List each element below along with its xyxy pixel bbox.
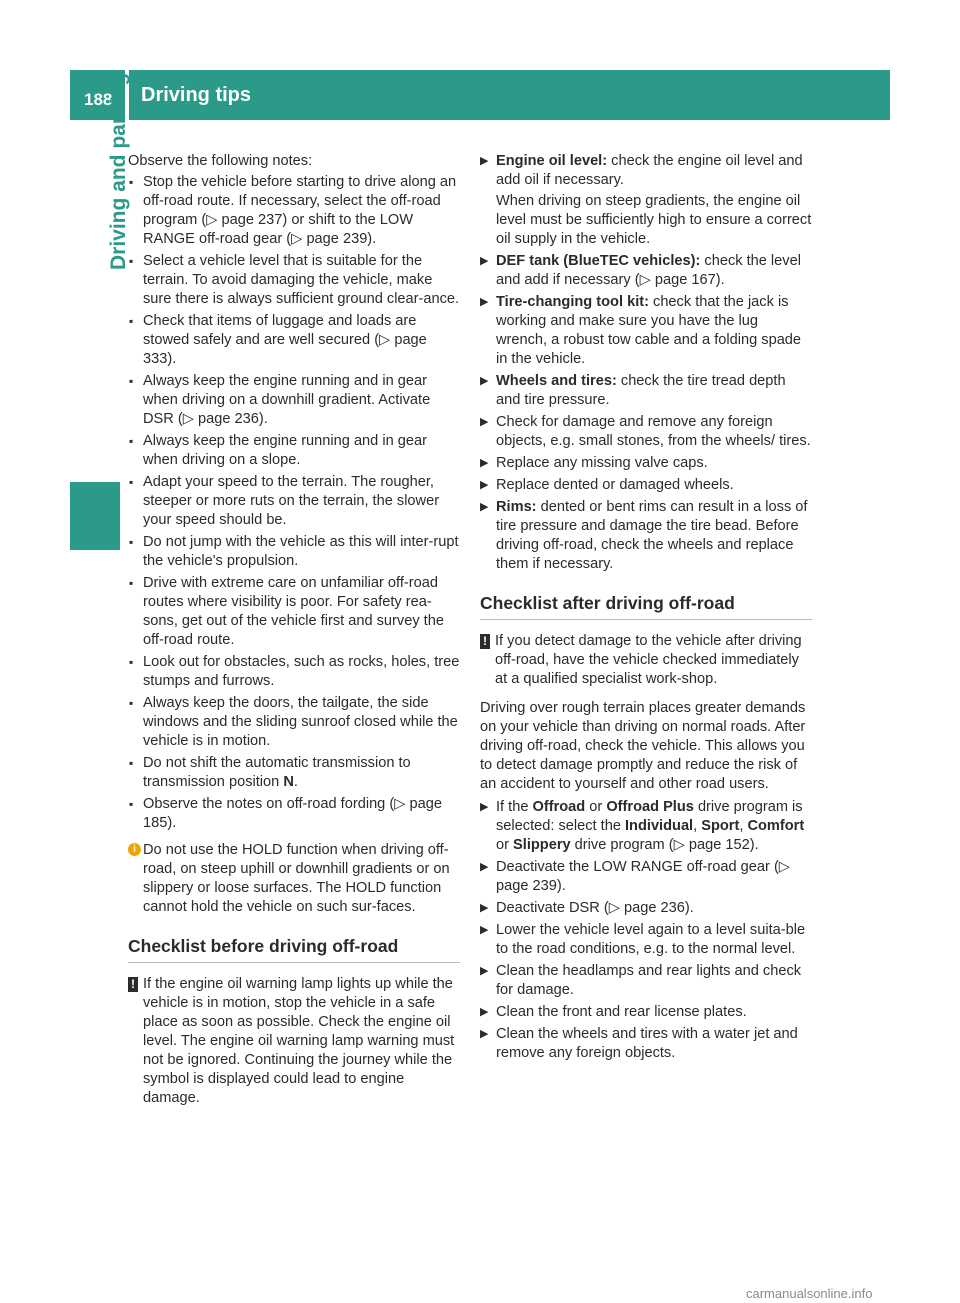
list-item: ▪ Stop the vehicle before starting to drive along an off-road route. If necessary, select the off-road program (▷ page 237) or shift to the LOW RANGE off-road gear (▷ page 239).: [128, 173, 460, 249]
program-offroad-plus: Offroad Plus: [606, 799, 694, 815]
step-item: [480, 899, 812, 918]
step-label: Wheels and tires:: [496, 373, 617, 389]
info-note: [128, 841, 460, 917]
notes-list: [128, 173, 460, 833]
triangle-arrow-icon: ▶: [480, 255, 489, 267]
program-offroad: Offroad: [532, 799, 586, 815]
list-item-text: Do not shift the automatic transmission to transmission position: [143, 755, 411, 790]
step-text: drive program is selected: select the: [496, 799, 803, 834]
list-item: ▪ Always keep the doors, the tailgate, the side windows and the sliding sunroof closed while the vehicle is in motion.: [128, 694, 460, 751]
step-item: [480, 1003, 812, 1022]
triangle-arrow-icon: ▶: [480, 296, 489, 308]
step-label: Tire-changing tool kit:: [496, 294, 649, 310]
step-item: [480, 372, 812, 410]
section-heading-before: Checklist before driving off-road: [128, 935, 460, 963]
list-item: ▪ Observe the notes on off-road fording (▷ page 185).: [128, 795, 460, 833]
triangle-arrow-icon: ▶: [480, 155, 489, 167]
triangle-arrow-icon: ▶: [480, 501, 489, 513]
step-item: [480, 293, 812, 369]
program-comfort: Comfort: [747, 818, 805, 834]
step-item: [480, 252, 812, 290]
step-text: If the: [496, 799, 533, 815]
triangle-arrow-icon: ▶: [480, 457, 489, 469]
warning-note-text: If the engine oil warning lamp lights up while the vehicle is in motion, stop the vehicle in a safe place as soon as possible. Check the engine oil level. The engine oil warning lamp warning must not be ignored. Continuing the journey while the symbol is displayed could lead to engine damage.: [143, 976, 455, 1106]
list-item-text: .: [293, 774, 298, 790]
step-item: [480, 962, 812, 1000]
step-text: Clean the wheels and tires with a water jet and remove any foreign objects.: [496, 1026, 798, 1061]
step-text: check the level and add if necessary (▷ page 167).: [496, 253, 801, 288]
program-slippery: Slippery: [513, 837, 571, 853]
step-text: drive program (▷ page 152).: [570, 837, 759, 853]
program-individual: Individual: [625, 818, 694, 834]
side-tab-label: Driving and parking: [107, 72, 130, 270]
list-item: ▪ Check that items of luggage and loads are stowed safely and are well secured (▷ page 333).: [128, 312, 460, 369]
step-text: Lower the vehicle level again to a level suita-ble to the road conditions, e.g. to the normal level.: [496, 922, 806, 957]
triangle-arrow-icon: ▶: [480, 1006, 489, 1018]
side-tab-marker: [70, 482, 120, 550]
step-item: [480, 413, 812, 451]
step-item: [480, 152, 812, 249]
triangle-arrow-icon: ▶: [480, 1028, 489, 1040]
info-note-text: Do not use the HOLD function when driving off-road, on steep uphill or downhill gradients or on slippery or loose surfaces. The HOLD function cannot hold the vehicle on such sur-faces.: [143, 842, 450, 915]
step-label: Engine oil level:: [496, 153, 608, 169]
step-text: Replace dented or damaged wheels.: [496, 477, 734, 493]
right-column: [480, 152, 812, 1066]
step-item: [480, 454, 812, 473]
step-text: ,: [693, 818, 702, 834]
step-item: [480, 858, 812, 896]
watermark: carmanualsonline.info: [746, 1286, 873, 1301]
triangle-arrow-icon: ▶: [480, 479, 489, 491]
gear-position-n: N: [283, 774, 294, 790]
step-text: check the engine oil level and add oil if necessary.: [496, 153, 803, 188]
warning-icon: !: [128, 977, 138, 992]
warning-note: [128, 975, 460, 1108]
list-item: [128, 754, 460, 792]
section-heading-after: Checklist after driving off-road: [480, 592, 812, 620]
left-column: [128, 152, 460, 1118]
step-text: Clean the headlamps and rear lights and check for damage.: [496, 963, 802, 998]
step-item: [480, 1025, 812, 1063]
step-label: Rims:: [496, 499, 537, 515]
list-item: ▪ Select a vehicle level that is suitable for the terrain. To avoid damaging the vehicle, make sure there is always sufficient ground clear-ance.: [128, 252, 460, 309]
step-text: check the tire tread depth and tire pressure.: [496, 373, 786, 408]
step-item: [480, 921, 812, 959]
step-text: Clean the front and rear license plates.: [496, 1004, 747, 1020]
step-text: Deactivate DSR (▷ page 236).: [496, 900, 694, 916]
warning-icon: !: [480, 634, 490, 649]
list-item: ▪ Adapt your speed to the terrain. The rougher, steeper or more ruts on the terrain, the slower your speed should be.: [128, 473, 460, 530]
triangle-arrow-icon: ▶: [480, 416, 489, 428]
list-item: ▪ Drive with extreme care on unfamiliar off-road routes where visibility is poor. For safety rea-sons, get out of the vehicle first and survey the off-road route.: [128, 574, 460, 650]
step-text: or: [496, 837, 514, 853]
step-item: [480, 498, 812, 574]
triangle-arrow-icon: ▶: [480, 375, 489, 387]
warning-note-text: If you detect damage to the vehicle after driving off-road, have the vehicle checked immediately at a qualified specialist work-shop.: [495, 633, 802, 687]
page-title: Driving tips: [141, 84, 252, 106]
step-text: Check for damage and remove any foreign objects, e.g. small stones, from the wheels/ tires.: [496, 414, 811, 449]
after-intro-text: Driving over rough terrain places greater demands on your vehicle than driving on normal roads. After driving off-road, check the vehicle. This allows you to detect damage promptly and reduce the risk of an accident to yourself and other road users.: [480, 700, 806, 792]
step-text: dented or bent rims can result in a loss of tire pressure and damage the tire bead. Before driving off-road, check the wheels and replace them if necessary.: [496, 499, 808, 572]
page-number: 188: [84, 90, 113, 109]
list-item: ▪ Do not jump with the vehicle as this will inter-rupt the vehicle's propulsion.: [128, 533, 460, 571]
list-item: ▪ Always keep the engine running and in gear when driving on a slope.: [128, 432, 460, 470]
triangle-arrow-icon: ▶: [480, 965, 489, 977]
info-icon: i: [128, 843, 141, 856]
step-text: check that the jack is working and make sure you have the lug wrench, a robust tow cable and a folding spade in the vehicle.: [496, 294, 802, 367]
warning-note: [480, 632, 812, 689]
step-item: [480, 476, 812, 495]
step-extra-text: When driving on steep gradients, the engine oil level must be sufficiently high to ensure a correct oil supply in the vehicle.: [496, 193, 812, 247]
program-sport: Sport: [701, 818, 740, 834]
triangle-arrow-icon: ▶: [480, 924, 489, 936]
step-text: Deactivate the LOW RANGE off-road gear (▷ page 239).: [496, 859, 791, 894]
triangle-arrow-icon: ▶: [480, 861, 489, 873]
intro-text: Observe the following notes:: [128, 153, 313, 169]
list-item: ▪ Look out for obstacles, such as rocks, holes, tree stumps and furrows.: [128, 653, 460, 691]
step-text: ,: [739, 818, 748, 834]
triangle-arrow-icon: ▶: [480, 801, 489, 813]
step-text: Replace any missing valve caps.: [496, 455, 708, 471]
step-item: [480, 798, 812, 855]
step-label: DEF tank (BlueTEC vehicles):: [496, 253, 701, 269]
list-item: ▪ Always keep the engine running and in gear when driving on a downhill gradient. Activate DSR (▷ page 236).: [128, 372, 460, 429]
step-text: or: [585, 799, 607, 815]
triangle-arrow-icon: ▶: [480, 902, 489, 914]
